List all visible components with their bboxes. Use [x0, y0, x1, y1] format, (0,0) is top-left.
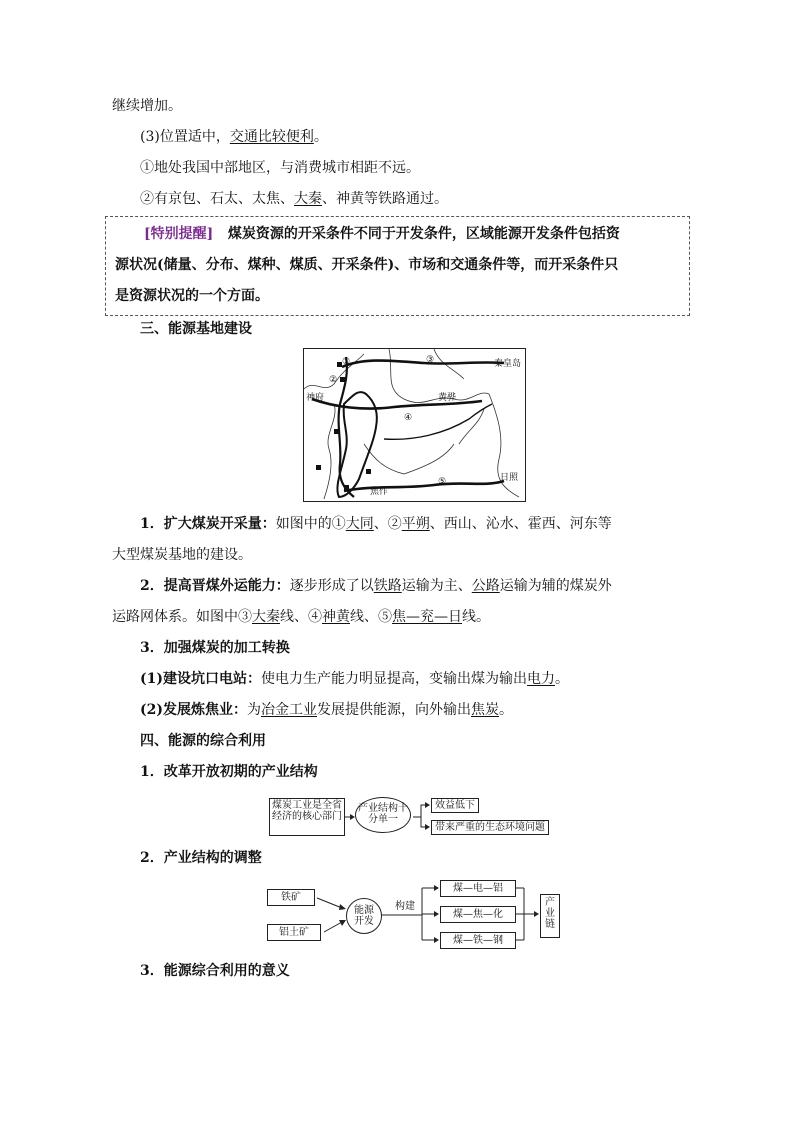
industry-structure-diagram: [265, 795, 565, 839]
map-label: ④: [404, 413, 413, 423]
subheading: 1．改革开放初期的产业结构: [140, 764, 318, 780]
diagram-box: 产业链: [540, 894, 560, 938]
diagram-box: 煤—铁—钢: [440, 932, 516, 949]
note-line: 是资源状况的一个方面。: [115, 288, 269, 304]
text-line: ①地处我国中部地区，与消费城市相距不远。: [140, 160, 420, 176]
text-line: (2)发展炼焦业：为冶金工业发展提供能源，向外输出焦炭。: [140, 702, 513, 718]
diagram-ellipse: 产业结构十分单一: [355, 797, 411, 833]
text-line: 2．提高晋煤外运能力：逐步形成了以铁路运输为主、公路运输为辅的煤炭外: [140, 578, 612, 594]
map-label: ③: [426, 355, 435, 365]
note-tag: [特别提醒]: [144, 226, 214, 242]
map-label: ①: [342, 357, 351, 367]
shanxi-coal-map: [303, 348, 526, 502]
text-line: ②有京包、石太、太焦、大秦、神黄等铁路通过。: [140, 191, 448, 207]
diagram-box: 煤炭工业是全省经济的核心部门: [269, 798, 345, 836]
diagram-box: 效益低下: [431, 798, 479, 813]
text-line: (1)建设坑口电站：使电力生产能力明显提高，变输出煤为输出电力。: [140, 671, 569, 687]
industry-chain-diagram: [262, 876, 572, 946]
note-line: [特别提醒] 煤炭资源的开采条件不同于开发条件，区域能源开发条件包括资: [144, 226, 620, 242]
section-heading: 三、能源基地建设: [140, 321, 252, 337]
text-line: 3．加强煤炭的加工转换: [140, 640, 290, 656]
section-heading: 四、能源的综合利用: [140, 733, 266, 749]
diagram-box: 煤—焦—化: [440, 906, 516, 923]
diagram-box: 铁矿: [267, 889, 315, 906]
map-label: 神府: [306, 393, 325, 403]
text-line: 继续增加。: [112, 98, 182, 114]
text-line: (3)位置适中，交通比较便利。: [140, 129, 328, 145]
map-label: 秦皇岛: [494, 359, 522, 369]
arrow-label: 构建: [395, 901, 415, 912]
text-line: 大型煤炭基地的建设。: [112, 547, 252, 563]
special-reminder-box: [105, 216, 690, 316]
diagram-box: 铝土矿: [267, 924, 321, 941]
map-lines: [304, 349, 525, 501]
diagram-box: 带来严重的生态环境问题: [431, 820, 549, 835]
diagram-ellipse: 能源开发: [346, 898, 382, 934]
note-line: 源状况(储量、分布、煤种、煤质、开采条件)、市场和交通条件等，而开采条件只: [115, 257, 619, 273]
map-label: 黄骅: [438, 393, 457, 403]
answer-underline: 大秦: [294, 191, 322, 207]
map-label: 焦作: [370, 487, 389, 497]
text-line: 1．扩大煤炭开采量：如图中的①大同、②平朔、西山、沁水、霍西、河东等: [140, 516, 612, 532]
subheading: 3．能源综合利用的意义: [140, 963, 290, 979]
diagram-box: 煤—电—铝: [440, 880, 516, 897]
map-label: ⑤: [438, 477, 447, 487]
map-label: 日照: [500, 473, 519, 483]
text-line: 运路网体系。如图中③大秦线、④神黄线、⑤焦—兖—日线。: [112, 609, 490, 625]
subheading: 2．产业结构的调整: [140, 850, 262, 866]
map-label: ②: [329, 375, 338, 385]
answer-underline: 交通比较便利: [229, 129, 314, 145]
